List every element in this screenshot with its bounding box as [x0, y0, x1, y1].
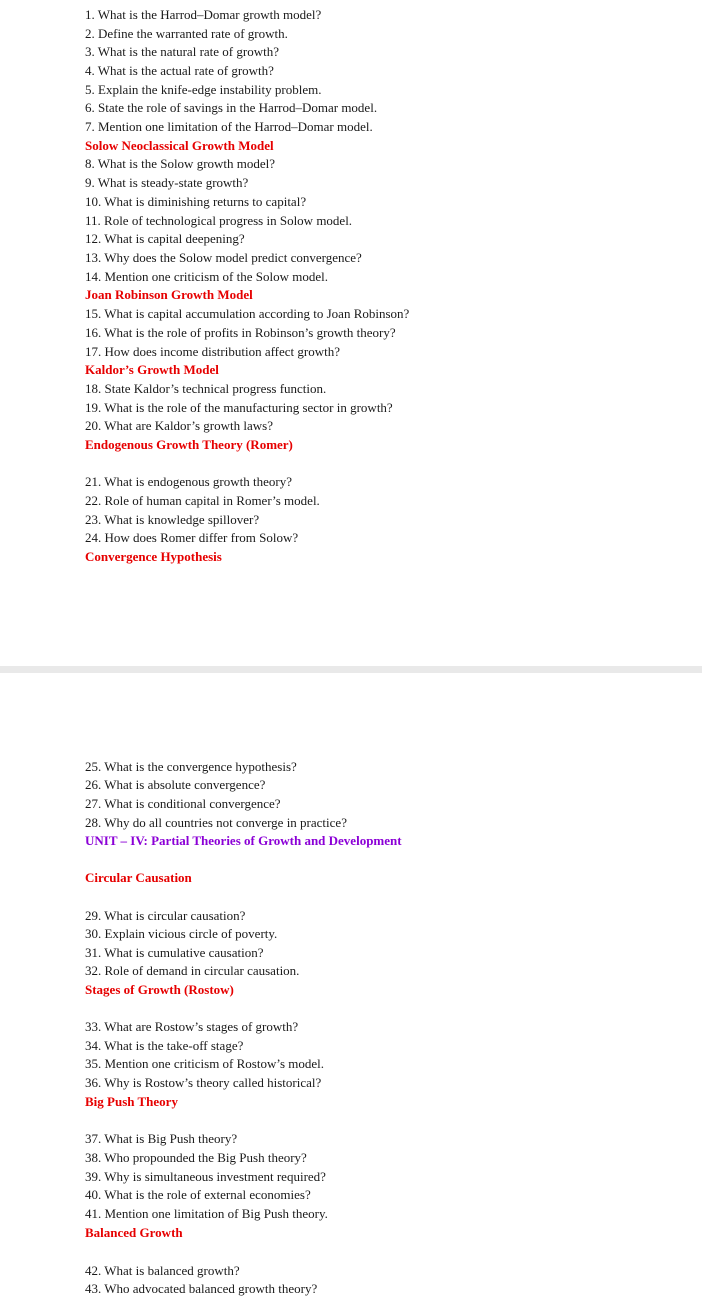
section-heading-rostow: Stages of Growth (Rostow) [85, 982, 234, 997]
question-42: 42. What is balanced growth? [85, 1263, 240, 1278]
question-31: 31. What is cumulative causation? [85, 945, 264, 960]
question-32: 32. Role of demand in circular causation. [85, 963, 300, 978]
question-15: 15. What is capital accumulation according to Joan Robinson? [85, 306, 410, 321]
question-18: 18. State Kaldor’s technical progress function. [85, 381, 327, 396]
question-35: 35. Mention one criticism of Rostow’s model. [85, 1056, 325, 1071]
section-heading-endogenous: Endogenous Growth Theory (Romer) [85, 437, 293, 452]
question-6: 6. State the role of savings in the Harrod–Domar model. [85, 100, 378, 115]
question-5: 5. Explain the knife-edge instability problem. [85, 82, 322, 97]
question-28: 28. Why do all countries not converge in practice? [85, 815, 347, 830]
question-37: 37. What is Big Push theory? [85, 1131, 238, 1146]
question-10: 10. What is diminishing returns to capital? [85, 194, 307, 209]
question-30: 30. Explain vicious circle of poverty. [85, 926, 278, 941]
question-3: 3. What is the natural rate of growth? [85, 44, 279, 59]
question-22: 22. Role of human capital in Romer’s model. [85, 493, 320, 508]
question-33: 33. What are Rostow’s stages of growth? [85, 1019, 299, 1034]
question-23: 23. What is knowledge spillover? [85, 512, 260, 527]
question-2: 2. Define the warranted rate of growth. [85, 26, 288, 41]
section-heading-convergence: Convergence Hypothesis [85, 549, 222, 564]
section-heading-circular-causation: Circular Causation [85, 870, 192, 885]
question-27: 27. What is conditional convergence? [85, 796, 281, 811]
section-heading-big-push: Big Push Theory [85, 1094, 178, 1109]
question-40: 40. What is the role of external economies? [85, 1187, 311, 1202]
question-12: 12. What is capital deepening? [85, 231, 245, 246]
question-36: 36. Why is Rostow’s theory called historical? [85, 1075, 322, 1090]
question-1: 1. What is the Harrod–Domar growth model? [85, 7, 322, 22]
question-26: 26. What is absolute convergence? [85, 777, 266, 792]
question-9: 9. What is steady-state growth? [85, 175, 249, 190]
question-11: 11. Role of technological progress in Solow model. [85, 213, 353, 228]
question-41: 41. Mention one limitation of Big Push theory. [85, 1206, 328, 1221]
question-13: 13. Why does the Solow model predict convergence? [85, 250, 362, 265]
question-38: 38. Who propounded the Big Push theory? [85, 1150, 307, 1165]
question-14: 14. Mention one criticism of the Solow model. [85, 269, 328, 284]
page-separator [0, 666, 702, 673]
question-8: 8. What is the Solow growth model? [85, 156, 276, 171]
question-39: 39. Why is simultaneous investment required? [85, 1169, 326, 1184]
question-16: 16. What is the role of profits in Robinson’s growth theory? [85, 325, 396, 340]
document-page-2 [0, 673, 702, 1294]
question-24: 24. How does Romer differ from Solow? [85, 530, 299, 545]
section-heading-joan-robinson: Joan Robinson Growth Model [85, 287, 253, 302]
question-4: 4. What is the actual rate of growth? [85, 63, 274, 78]
question-25: 25. What is the convergence hypothesis? [85, 759, 297, 774]
section-heading-kaldor: Kaldor’s Growth Model [85, 362, 219, 377]
section-heading-balanced-growth: Balanced Growth [85, 1225, 183, 1240]
question-17: 17. How does income distribution affect growth? [85, 344, 341, 359]
question-34: 34. What is the take-off stage? [85, 1038, 244, 1053]
unit-heading: UNIT – IV: Partial Theories of Growth and Development [85, 833, 402, 848]
question-19: 19. What is the role of the manufacturing sector in growth? [85, 400, 393, 415]
question-29: 29. What is circular causation? [85, 908, 246, 923]
section-heading-solow: Solow Neoclassical Growth Model [85, 138, 274, 153]
question-20: 20. What are Kaldor’s growth laws? [85, 418, 273, 433]
question-43: 43. Who advocated balanced growth theory? [85, 1281, 318, 1296]
question-21: 21. What is endogenous growth theory? [85, 474, 292, 489]
question-7: 7. Mention one limitation of the Harrod–Domar model. [85, 119, 373, 134]
